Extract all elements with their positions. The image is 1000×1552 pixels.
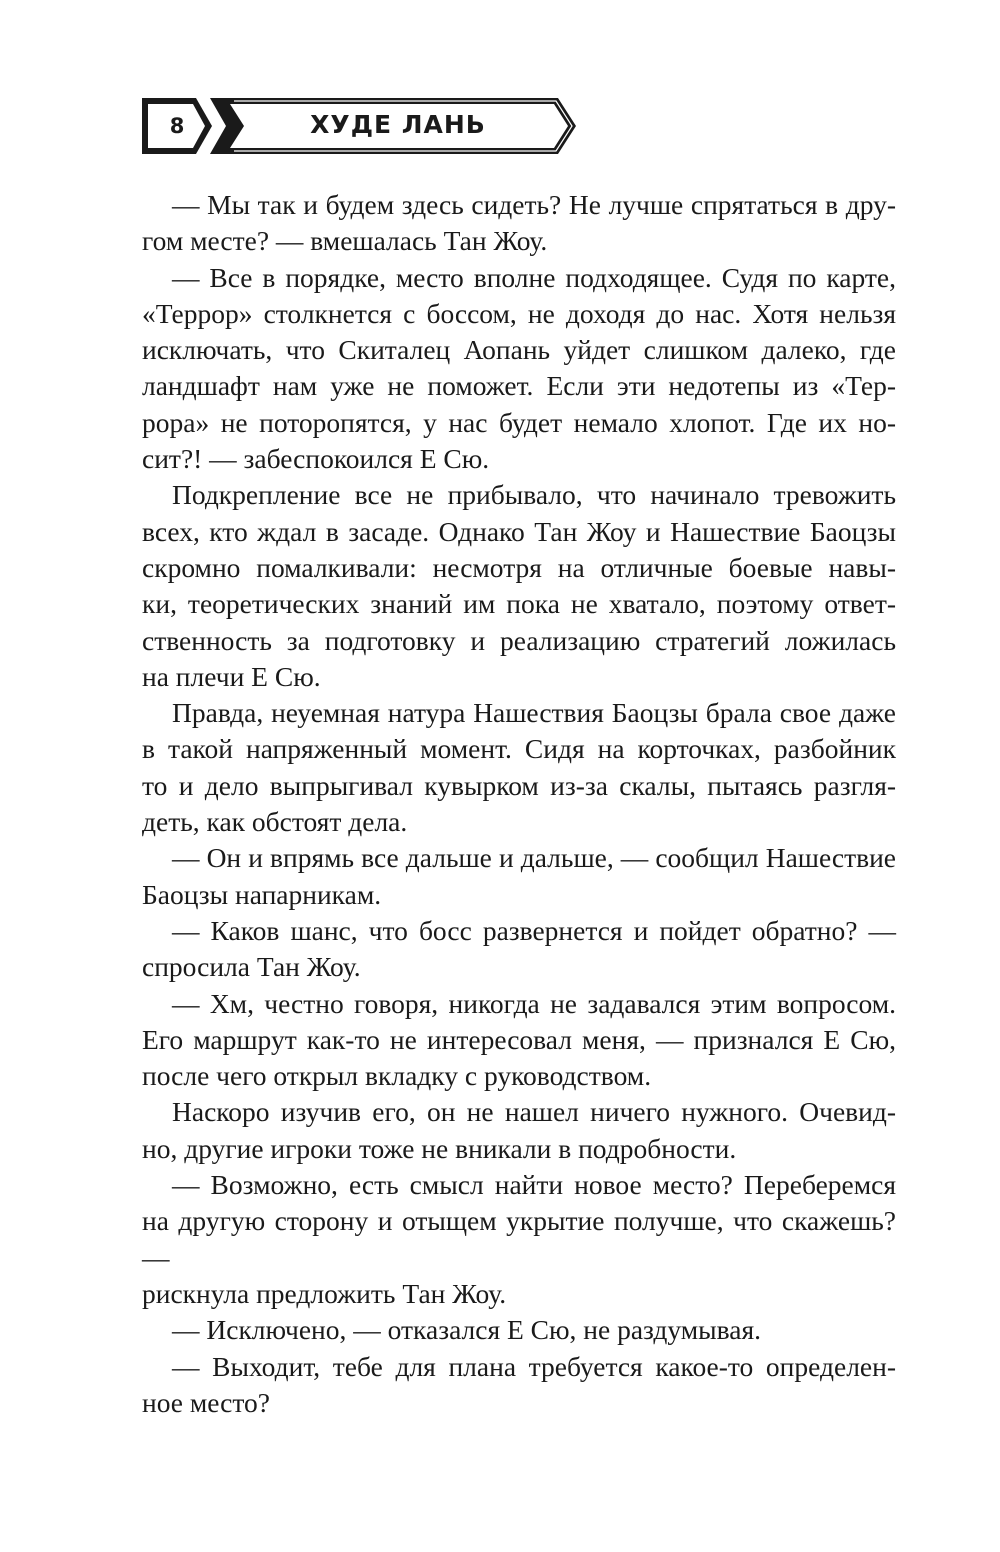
- text-line: — Все в порядке, место вполне подходящее. Судя по карте,: [172, 261, 896, 293]
- text-line: Наскоро изучив его, он не нашел ничего нужного. Очевид-: [172, 1096, 896, 1128]
- text-line: рискнула предложить Тан Жоу.: [142, 1277, 507, 1309]
- paragraph: [142, 477, 896, 695]
- body-text: [142, 187, 896, 1421]
- paragraph: [142, 260, 896, 478]
- running-title: ХУДЕ ЛАНЬ: [310, 110, 486, 139]
- text-line: в такой напряженный момент. Сидя на корточках, разбойник: [142, 733, 896, 765]
- text-line: на другую сторону и отыщем укрытие получше, что скажешь? —: [142, 1205, 896, 1273]
- text-line: ное место?: [142, 1386, 270, 1418]
- paragraph: [142, 1094, 896, 1167]
- text-line: ственность за подготовку и реализацию стратегий ложилась: [142, 624, 896, 656]
- text-line: ки, теоретических знаний им пока не хватало, поэтому ответ-: [142, 588, 896, 620]
- text-line: Баоцзы напарникам.: [142, 878, 382, 910]
- text-line: Правда, неуемная натура Нашествия Баоцзы брала свое даже: [172, 697, 896, 729]
- paragraph: [142, 695, 896, 840]
- text-line: «Террор» столкнется с боссом, не доходя до нас. Хотя нельзя: [142, 297, 896, 329]
- paragraph: [142, 187, 896, 260]
- text-line: всех, кто ждал в засаде. Однако Тан Жоу и Нашествие Баоцзы: [142, 515, 896, 547]
- text-line: — Он и впрямь все дальше и дальше, — сообщил Нашествие: [172, 842, 896, 874]
- text-line: на плечи Е Сю.: [142, 660, 321, 692]
- paragraph: [142, 840, 896, 913]
- page-number: 8: [169, 114, 185, 138]
- text-line: рора» не поторопятся, у нас будет немало хлопот. Где их но-: [142, 406, 896, 438]
- text-line: Его маршрут как-то не интересовал меня, — признался Е Сю,: [142, 1023, 896, 1055]
- text-line: — Хм, честно говоря, никогда не задавался этим вопросом.: [172, 987, 896, 1019]
- text-line: деть, как обстоят дела.: [142, 806, 408, 838]
- text-line: ландшафт нам уже не поможет. Если эти недотепы из «Тер-: [142, 370, 896, 402]
- text-line: — Выходит, тебе для плана требуется какое-то определен-: [172, 1350, 896, 1382]
- paragraph: [142, 913, 896, 986]
- text-line: исключать, что Скиталец Аопань уйдет слишком далеко, где: [142, 334, 896, 366]
- text-line: после чего открыл вкладку с руководством.: [142, 1060, 652, 1092]
- paragraph: [142, 1167, 896, 1312]
- text-line: Подкрепление все не прибывало, что начинало тревожить: [172, 479, 896, 511]
- paragraph: [142, 1312, 896, 1348]
- text-line: скромно помалкивали: несмотря на отличные боевые навы-: [142, 551, 896, 583]
- paragraph: [142, 986, 896, 1095]
- text-line: — Исключено, — отказался Е Сю, не раздумывая.: [172, 1314, 762, 1346]
- text-line: — Мы так и будем здесь сидеть? Не лучше спрятаться в дру-: [172, 189, 896, 220]
- text-line: — Возможно, есть смысл найти новое место? Переберемся: [172, 1169, 896, 1201]
- page-header: [138, 94, 580, 158]
- text-line: сит?! — забеспокоился Е Сю.: [142, 443, 490, 475]
- text-line: спросила Тан Жоу.: [142, 951, 361, 983]
- text-line: — Каков шанс, что босс развернется и пойдет обратно? —: [172, 914, 896, 946]
- text-line: гом месте? — вмешалась Тан Жоу.: [142, 225, 548, 257]
- text-line: то и дело выпрыгивал кувырком из-за скалы, пытаясь разгля-: [142, 769, 896, 801]
- text-line: но, другие игроки тоже не вникали в подробности.: [142, 1132, 737, 1164]
- paragraph: [142, 1349, 896, 1422]
